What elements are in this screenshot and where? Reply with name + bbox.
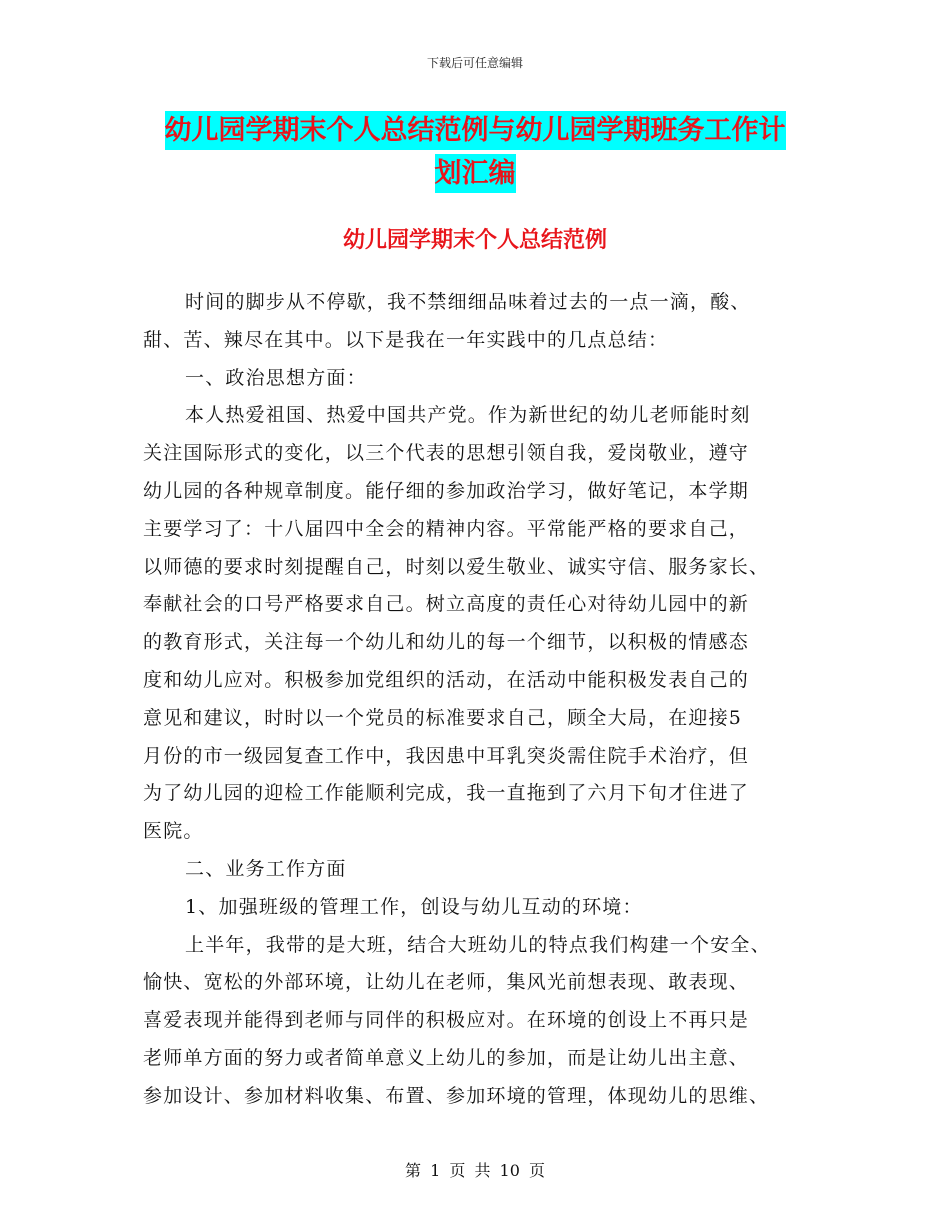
text-line: 上半年，我带的是大班，结合大班幼儿的特点我们构建一个安全、: [185, 933, 771, 956]
text-line: 时间的脚步从不停歇，我不禁细细品味着过去的一点一滴，酸、: [185, 291, 751, 313]
text-line: 月份的市一级园复查工作中，我因患中耳乳突炎需住院手术治疗，但: [143, 744, 750, 767]
section-title: 幼儿园学期末个人总结范例: [342, 228, 607, 253]
title-highlight-2: 划汇编: [435, 154, 516, 193]
document-title-line-1: [0, 117, 950, 144]
document-title-line-2: [0, 160, 950, 187]
body-text: [143, 284, 807, 1116]
text-line: 为了幼儿园的迎检工作能顺利完成，我一直拖到了六月下旬才住进了: [143, 782, 750, 805]
text-line: 幼儿园的各种规章制度。能仔细的参加政治学习，做好笔记，本学期: [143, 479, 750, 502]
title-highlight-1: 幼儿园学期末个人总结范例与幼儿园学期班务工作计: [165, 111, 786, 150]
text-line: 喜爱表现并能得到老师与同伴的积极应对。在环境的创设上不再只是: [143, 1009, 750, 1032]
text-line: 一、政治思想方面：: [185, 366, 367, 389]
text-line: 意见和建议，时时以一个党员的标准要求自己，顾全大局，在迎接5: [143, 706, 743, 729]
text-line: 甜、苦、辣尽在其中。以下是我在一年实践中的几点总结：: [143, 328, 669, 351]
text-line: 本人热爱祖国、热爱中国共产党。作为新世纪的幼儿老师能时刻: [185, 404, 751, 427]
text-line: 二、业务工作方面: [185, 857, 347, 880]
text-line: 度和幼儿应对。积极参加党组织的活动，在活动中能积极发表自己的: [143, 668, 750, 691]
page-footer: 第 1 页 共 10 页: [405, 1161, 545, 1180]
text-line: 主要学习了：十八届四中全会的精神内容。平常能严格的要求自己，: [143, 517, 750, 540]
text-line: 1、加强班级的管理工作，创设与幼儿互动的环境：: [185, 895, 643, 918]
text-line: 医院。: [143, 820, 204, 843]
text-line: 老师单方面的努力或者简单意义上幼儿的参加，而是让幼儿出主意、: [143, 1046, 750, 1069]
header-note: 下载后可任意编辑: [426, 56, 523, 70]
text-line: 奉献社会的口号严格要求自己。树立高度的责任心对待幼儿园中的新: [143, 593, 750, 616]
text-line: 关注国际形式的变化，以三个代表的思想引领自我，爱岗敬业，遵守: [143, 442, 750, 465]
text-line: 愉快、宽松的外部环境，让幼儿在老师，集风光前想表现、敢表现、: [143, 971, 750, 994]
text-line: 的教育形式，关注每一个幼儿和幼儿的每一个细节，以积极的情感态: [143, 631, 750, 654]
text-line: 参加设计、参加材料收集、布置、参加环境的管理，体现幼儿的思维、: [143, 1084, 770, 1107]
text-line: 以师德的要求时刻提醒自己，时刻以爱生敬业、诚实守信、服务家长、: [143, 555, 770, 578]
